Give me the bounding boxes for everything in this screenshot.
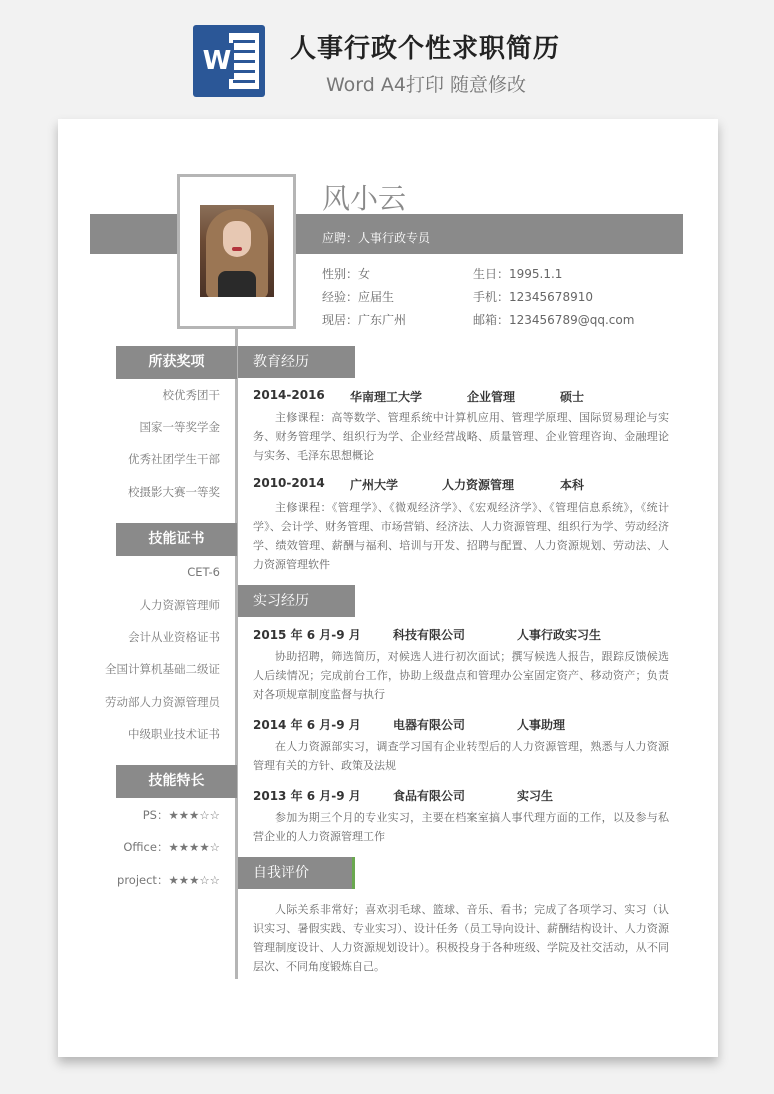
apply-position: 应聘：人事行政专员 [322,231,431,245]
skill-item: Office：★★★★☆ [123,840,220,854]
award-item: 国家一等奖学金 [139,420,220,434]
cert-item: CET-6 [187,565,220,579]
edu-major: 人力资源管理 [442,478,515,492]
info-phone: 手机：12345678910 [473,290,593,304]
header-banner [0,0,774,115]
award-item: 校摄影大赛一等奖 [128,485,220,499]
skills-heading: 技能特长 [116,765,237,798]
awards-heading: 所获奖项 [116,346,237,379]
edu-major: 企业管理 [467,390,516,404]
job-description: 在人力资源部实习，调查学习国有企业转型后的人力资源管理，熟悉与人力资源管理有关的方针、政策及法规 [253,740,669,772]
edu-school: 华南理工大学 [350,390,423,404]
internship-heading: 实习经历 [238,585,355,617]
cert-item: 中级职业技术证书 [128,727,220,741]
banner-subtitle: Word A4打印 随意修改 [326,74,527,96]
info-birth: 生日：1995.1.1 [473,267,563,281]
edu-description: 主修课程：高等数学、管理系统中计算机应用、管理学原理、国际贸易理论与实务、财务管理学、组织行为学、企业经营战略、质量管理、企业管理咨询、金融理论与实务、毛泽东思想概论 [253,411,669,462]
job-role: 人事助理 [517,718,566,732]
self-eval-heading: 自我评价 [238,857,355,889]
award-item: 优秀社团学生干部 [128,452,220,466]
info-residence: 现居：广东广州 [322,313,407,327]
skill-item: PS：★★★☆☆ [142,808,220,822]
skill-item: project：★★★☆☆ [117,873,220,887]
edu-period: 2014-2016 [253,388,325,402]
self-eval-description: 人际关系非常好；喜欢羽毛球、篮球、音乐、看书；完成了各项学习、实习（认识实习、暑假实践、专业实习）、设计任务（员工导向设计、薪酬结构设计、人力资源管理制度设计、人力资源规划设计）。积极投身于各种班级、学院及社交活动，从不同层次、不同角度锻炼自己。 [253,903,669,973]
job-period: 2015 年 6 月-9 月 [253,628,361,642]
info-gender: 性别：女 [322,267,371,281]
avatar [200,205,274,297]
photo-frame [177,174,296,329]
job-period: 2014 年 6 月-9 月 [253,718,361,732]
edu-period: 2010-2014 [253,476,325,490]
resume-page [58,119,718,1057]
cert-item: 劳动部人力资源管理员 [105,695,220,709]
cert-item: 会计从业资格证书 [128,630,220,644]
job-period: 2013 年 6 月-9 月 [253,789,361,803]
job-role: 实习生 [517,789,554,803]
job-description: 协助招聘，筛选简历，对候选人进行初次面试；撰写候选人报告，跟踪反馈候选人后续情况；完成前台工作，协助上级盘点和管理办公室固定资产、移动资产；负责对各项规章制度监督与执行 [253,650,669,701]
info-email: 邮箱：123456789@qq.com [473,313,635,327]
edu-description: 主修课程：《管理学》、《微观经济学》、《宏观经济学》、《管理信息系统》，《统计学》、会计学、财务管理、市场营销、经济法、人力资源管理、组织行为学、劳动经济学、绩效管理、薪酬与福利、培训与开发、招聘与配置、人力资源规划、劳动法、人力资源管理软件 [253,501,669,571]
job-description: 参加为期三个月的专业实习，主要在档案室搞人事代理方面的工作，以及参与私营企业的人力资源管理工作 [253,811,669,843]
cert-item: 全国计算机基础二级证 [105,662,220,676]
award-item: 校优秀团干 [162,388,220,402]
job-company: 科技有限公司 [393,628,466,642]
job-company: 食品有限公司 [393,789,466,803]
edu-degree: 硕士 [560,390,585,404]
job-company: 电器有限公司 [393,718,466,732]
education-heading: 教育经历 [238,346,355,378]
edu-degree: 本科 [560,478,585,492]
edu-school: 广州大学 [350,478,399,492]
info-experience: 经验：应届生 [322,290,395,304]
word-letter: W [200,43,234,79]
candidate-name: 风小云 [322,182,407,215]
word-icon [193,25,265,97]
banner-title: 人事行政个性求职简历 [290,34,561,64]
job-role: 人事行政实习生 [517,628,602,642]
certs-heading: 技能证书 [116,523,237,556]
cert-item: 人力资源管理师 [139,598,220,612]
